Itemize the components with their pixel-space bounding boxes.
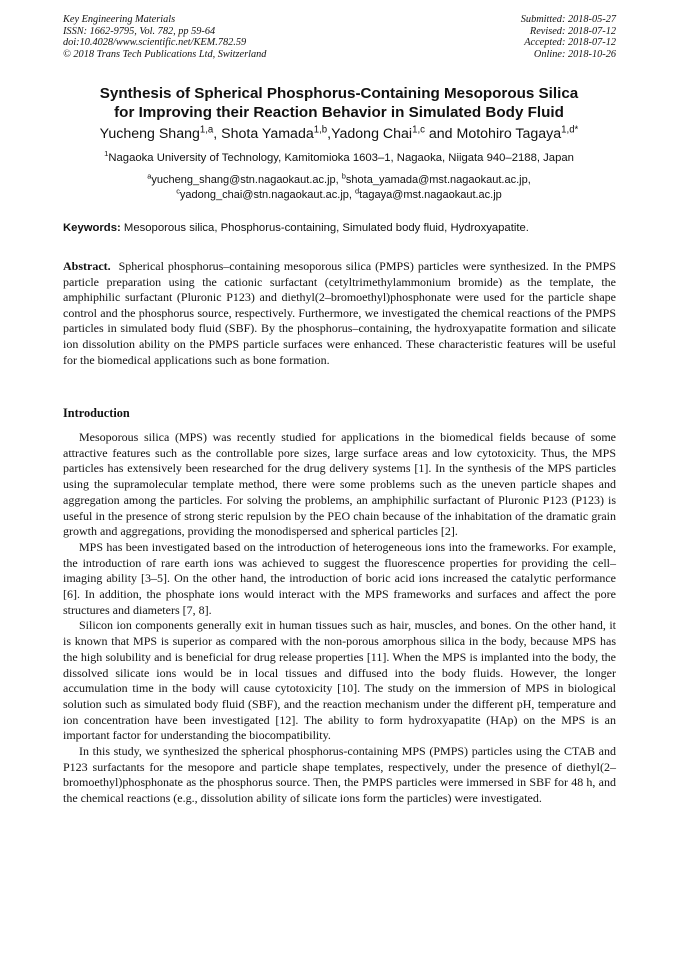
author-affil-mark: 1,a (199, 124, 214, 136)
journal-name: Key Engineering Materials (63, 14, 176, 25)
affiliation (20, 149, 658, 164)
email-link[interactable]: shota_yamada@mst.nagaokaut.ac.jp, (345, 174, 531, 186)
journal-header (63, 14, 616, 64)
journal-issn: ISSN: 1662-9795, Vol. 782, pp 59-64 (63, 25, 216, 37)
author-separator: and (424, 126, 457, 142)
abstract-text: Spherical phosphorus–containing mesoporous silica (PMPS) particles were synthesized. In the PMPS particle preparation using the cationic surfactant (cetyltrimethylammonium bromide) as the template, the amphiphilic surfactant (Pluronic P123) and diethyl(2–bromoethyl)phosphonate were used for the particle shape control and the phosphorus source, respectively. Furthermore, we investigated the chemical reactions of the PMPS particles in simulated body fluid (SBF). By the phosphorus–containing, the hydroxyapatite formation and silicate ion dissolution ability on the PMPS particle surfaces were enhanced. These characteristic features will be useful for the biomedical applications such as bone formation. (63, 259, 617, 367)
journal-copyright: © 2018 Trans Tech Publications Ltd, Switzerland (63, 48, 267, 60)
paragraph: Silicon ion components generally exit in human tissues such as hair, muscles, and bones. On the other hand, it is known that MPS is superior as compared with the non-porous amorphous silica in the body, because MPS has the high solubility and is beneficial for drug release properties [11]. When the MPS is implanted into the body, the dissolved silicate ions would be in local tissues and diffused into the body fluids. However, the longer accumulation time in the body will cause cytotoxicity [10]. The study on the immersion of MPS in biological solution such as simulated body fluid (SBF), and the reaction mechanism under the different pH, temperature and ion concentration have been investigated [12]. The ability to form hydroxyapatite (HAp) on the MPS is an important factor for understanding the biocompatibility. (63, 618, 616, 743)
paper-title (40, 84, 638, 122)
paragraph: Mesoporous silica (MPS) was recently studied for applications in the biomedical fields because of some attractive features such as the controllable pore sizes, large surface areas and low cytotoxicity. Thus, the MPS particles has extensively been researched for the drug delivery systems [1]. In the synthesis of the MPS particles using the supramolecular template method, there were some problems such as the uneven particle shapes and aggregation among the particles. For solving the problems, an amphiphilic surfactant of Pluronic P123 (P123) is useful in the presence of strong steric repulsion by the PEO chain because of the inhabitation of the dramatic grain growth and aggregations, providing the monodispersed and spherical particles [2]. (63, 430, 616, 539)
author-name: Yadong Chai (331, 126, 413, 142)
paragraph: In this study, we synthesized the spherical phosphorus-containing MPS (PMPS) particles using the CTAB and P123 surfactants for the mesopore and particle shape templates, respectively, under the presence of diethyl(2–bromoethyl)phosphonate as the phosphorus source. Then, the PMPS particles were immersed in SBF for 48 h, and the chemical reactions (e.g., dissolution ability of silicate ions form the particles) were investigated. (63, 744, 616, 806)
author-name: Yucheng Shang (99, 126, 200, 142)
author-separator: , (213, 126, 222, 142)
paragraph: MPS has been investigated based on the introduction of heterogeneous ions into the frameworks. For example, the introduction of rare earth ions was achieved to suggest the fluorescence properties for providing the cell–imaging ability [3–5]. On the other hand, the introduction of boric acid ions increased the catalytic performance [6]. In addition, the phosphate ions would interact with the MPS frameworks and surfaces and affect the pore structures and diameters [7, 8]. (63, 539, 616, 617)
author-affil-mark: 1,c (412, 124, 425, 136)
date-revised: Revised: 2018-07-12 (529, 25, 616, 37)
author-emails: $^a$yucheng_shang@stn.nagaokaut.ac.jp, $^b$shota_yamada@mst.nagaokaut.ac.jp, $^c$yadong_chai@stn.nagaokaut.ac.jp, $^d$tagaya@mst.nagaokaut.ac.jp (147, 171, 531, 201)
title-line: for Improving their Reaction Behavior in Simulated Body Fluid (114, 104, 564, 121)
author-name: Motohiro Tagaya (456, 126, 562, 142)
email-link[interactable]: tagaya@mst.nagaokaut.ac.jp (359, 189, 502, 201)
date-online: Online: 2018-10-26 (533, 48, 616, 60)
date-accepted: Accepted: 2018-07-12 (524, 37, 616, 49)
publication-dates (521, 14, 616, 60)
author-separator: , (327, 126, 332, 142)
title-line: Synthesis of Spherical Phosphorus-Containing Mesoporous Silica (99, 85, 579, 102)
email-link[interactable]: yucheng_shang@stn.nagaokaut.ac.jp, (151, 174, 339, 186)
abstract (63, 259, 616, 368)
date-submitted: Submitted: 2018-05-27 (520, 14, 616, 25)
author-name: Shota Yamada (221, 126, 314, 142)
keywords-label: Keywords: (63, 222, 121, 234)
abstract-label: Abstract. (63, 259, 111, 273)
journal-info (63, 14, 266, 60)
introduction-body (63, 430, 616, 807)
keywords-text: Mesoporous silica, Phosphorus-containing, Simulated body fluid, Hydroxyapatite. (123, 222, 529, 234)
keywords (63, 222, 616, 234)
email-link[interactable]: yadong_chai@stn.nagaokaut.ac.jp, (179, 189, 352, 201)
section-heading: Introduction (63, 406, 130, 420)
journal-doi[interactable]: doi:10.4028/www.scientific.net/KEM.782.59 (63, 37, 247, 49)
author-affil-mark: 1,b (313, 124, 328, 136)
affiliation-text: Nagaoka University of Technology, Kamitomioka 1603–1, Nagaoka, Niigata 940–2188, Japan (108, 152, 574, 164)
author-affil-mark: 1,d* (561, 124, 579, 136)
affiliation-mark: 1 (104, 149, 109, 159)
author-list (20, 126, 658, 142)
